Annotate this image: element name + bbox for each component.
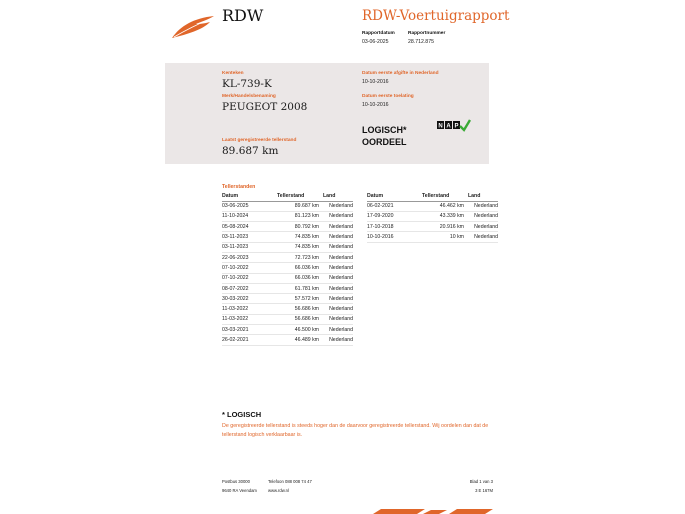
last-odometer-label: Laatst geregistreerde tellerstand (222, 138, 297, 143)
table-row (222, 263, 353, 273)
cell-odometer: 61.781 km (269, 283, 323, 293)
cell-date: 06-02-2021 (367, 201, 414, 211)
footnote-text: De geregistreerde tellerstand is steeds hoger dan de daarvoor geregistreerde tellerstand. Wij oordelen dan dat de tellerstand logisch verklaarbaar is. (222, 423, 489, 438)
cell-date: 03-11-2023 (222, 232, 269, 242)
table-row (222, 283, 353, 293)
report-number-label: Rapportnummer (408, 31, 446, 36)
table-row (367, 211, 498, 221)
make-label: Merk/Handelsbenaming (222, 94, 276, 99)
cell-odometer: 66.036 km (269, 263, 323, 273)
nap-logo-icon (437, 119, 471, 133)
cell-country: Nederland (323, 242, 353, 252)
odometer-table-right (367, 192, 498, 243)
report-date-label: Rapportdatum (362, 31, 395, 36)
cell-odometer: 46.489 km (269, 335, 323, 345)
cell-date: 17-09-2020 (367, 211, 414, 221)
table-row (222, 273, 353, 283)
cell-date: 07-10-2022 (222, 273, 269, 283)
report-number-value: 28.712.875 (408, 39, 434, 45)
footer-page-number: Blad 1 van 3 (469, 479, 493, 484)
verdict (362, 124, 407, 148)
cell-date: 11-03-2022 (222, 304, 269, 314)
table-row (222, 201, 353, 211)
footer-code: 3 E 167M (475, 488, 493, 493)
cell-odometer: 46.500 km (269, 325, 323, 335)
cell-date: 05-08-2024 (222, 222, 269, 232)
table-row (222, 325, 353, 335)
svg-text:N: N (438, 123, 443, 130)
cell-odometer: 43.339 km (414, 211, 468, 221)
cell-odometer: 74.835 km (269, 242, 323, 252)
cell-odometer: 74.835 km (269, 232, 323, 242)
cell-country: Nederland (468, 232, 498, 242)
rdw-logo-icon (170, 12, 218, 40)
vehicle-summary-panel (165, 63, 489, 164)
plate-label: Kenteken (222, 71, 244, 76)
cell-odometer: 89.687 km (269, 201, 323, 211)
cell-country: Nederland (323, 222, 353, 232)
cell-country: Nederland (323, 232, 353, 242)
cell-odometer: 46.462 km (414, 201, 468, 211)
table-row (367, 232, 498, 242)
table-row (222, 242, 353, 252)
col-header-country: Land (468, 192, 498, 201)
report-title: RDW-Voertuigrapport (362, 8, 510, 24)
cell-country: Nederland (323, 294, 353, 304)
cell-date: 07-10-2022 (222, 263, 269, 273)
cell-country: Nederland (323, 263, 353, 273)
cell-country: Nederland (468, 222, 498, 232)
cell-country: Nederland (323, 252, 353, 262)
col-header-odometer: Tellerstand (269, 192, 323, 201)
cell-country: Nederland (323, 304, 353, 314)
cell-date: 30-03-2022 (222, 294, 269, 304)
bottom-stripe-decoration (365, 507, 495, 514)
make-value: PEUGEOT 2008 (222, 101, 308, 113)
verdict-line-1: LOGISCH* (362, 125, 407, 135)
table-row (222, 304, 353, 314)
cell-odometer: 80.792 km (269, 222, 323, 232)
footer-city: 9640 RA Veendam (222, 488, 257, 493)
table-row (222, 335, 353, 345)
cell-odometer: 66.036 km (269, 273, 323, 283)
cell-date: 08-07-2022 (222, 283, 269, 293)
cell-country: Nederland (468, 201, 498, 211)
cell-odometer: 20.916 km (414, 222, 468, 232)
report-date-value: 03-06-2025 (362, 39, 389, 45)
cell-date: 10-10-2016 (367, 232, 414, 242)
cell-country: Nederland (323, 314, 353, 324)
col-header-country: Land (323, 192, 353, 201)
cell-country: Nederland (323, 211, 353, 221)
table-row (222, 222, 353, 232)
cell-odometer: 56.686 km (269, 304, 323, 314)
footnote-title: * LOGISCH (222, 410, 262, 419)
cell-country: Nederland (323, 283, 353, 293)
verdict-line-2: OORDEEL (362, 137, 407, 147)
first-admission-value: 10-10-2016 (362, 102, 389, 108)
cell-date: 11-03-2022 (222, 314, 269, 324)
cell-date: 22-06-2023 (222, 252, 269, 262)
cell-country: Nederland (323, 201, 353, 211)
footer-phone: Telefoon 088 008 74 47 (268, 479, 312, 484)
cell-date: 03-11-2023 (222, 242, 269, 252)
table-row (222, 294, 353, 304)
cell-date: 11-10-2024 (222, 211, 269, 221)
odometer-table-left (222, 192, 353, 346)
svg-text:A: A (446, 123, 451, 130)
cell-odometer: 72.723 km (269, 252, 323, 262)
last-odometer-value: 89.687 km (222, 145, 279, 157)
svg-text:P: P (454, 123, 459, 130)
table-row (222, 252, 353, 262)
first-admission-label: Datum eerste toelating (362, 94, 414, 99)
footer-website: www.rdw.nl (268, 488, 289, 493)
col-header-date: Datum (367, 192, 414, 201)
cell-date: 03-06-2025 (222, 201, 269, 211)
table-row (367, 201, 498, 211)
cell-date: 03-03-2021 (222, 325, 269, 335)
odometer-section-title: Tellerstanden (222, 184, 256, 190)
cell-odometer: 81.123 km (269, 211, 323, 221)
cell-date: 17-10-2018 (367, 222, 414, 232)
first-nl-label: Datum eerste afgifte in Nederland (362, 71, 439, 76)
cell-country: Nederland (468, 211, 498, 221)
table-row (222, 211, 353, 221)
cell-odometer: 10 km (414, 232, 468, 242)
first-nl-value: 10-10-2016 (362, 79, 389, 85)
footer-postbus: Postbus 30000 (222, 479, 250, 484)
col-header-date: Datum (222, 192, 269, 201)
table-row (367, 222, 498, 232)
cell-country: Nederland (323, 325, 353, 335)
col-header-odometer: Tellerstand (414, 192, 468, 201)
brand-name: RDW (222, 6, 264, 25)
table-row (222, 314, 353, 324)
cell-odometer: 56.686 km (269, 314, 323, 324)
plate-value: KL-739-K (222, 78, 272, 90)
cell-country: Nederland (323, 335, 353, 345)
table-header-row (222, 192, 353, 201)
cell-date: 26-02-2021 (222, 335, 269, 345)
cell-odometer: 57.572 km (269, 294, 323, 304)
table-header-row (367, 192, 498, 201)
cell-country: Nederland (323, 273, 353, 283)
table-row (222, 232, 353, 242)
